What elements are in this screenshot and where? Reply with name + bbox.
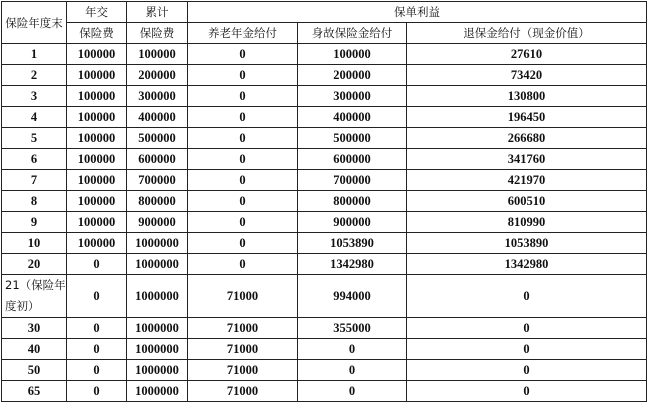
cell-pension: 71000 <box>188 339 298 360</box>
cell-surrender: 421970 <box>407 170 647 191</box>
cell-surrender: 266680 <box>407 128 647 149</box>
cell-death: 355000 <box>298 318 407 339</box>
cell-cumulative: 300000 <box>127 86 188 107</box>
table-row <box>2 149 647 170</box>
cell-pension: 0 <box>188 212 298 233</box>
cell-annual: 100000 <box>67 233 127 254</box>
cell-year: 10 <box>2 233 67 254</box>
cell-year: 2 <box>2 65 67 86</box>
cell-pension: 0 <box>188 44 298 65</box>
cell-pension: 0 <box>188 254 298 275</box>
cell-surrender: 27610 <box>407 44 647 65</box>
cell-cumulative: 500000 <box>127 128 188 149</box>
cell-cumulative: 1000000 <box>127 360 188 381</box>
cell-death: 600000 <box>298 149 407 170</box>
cell-pension: 71000 <box>188 360 298 381</box>
cell-annual: 100000 <box>67 128 127 149</box>
cell-year: 20 <box>2 254 67 275</box>
table-row <box>2 170 647 191</box>
cell-pension: 71000 <box>188 275 298 318</box>
table-row <box>2 86 647 107</box>
cell-year: 7 <box>2 170 67 191</box>
cell-death: 0 <box>298 381 407 402</box>
cell-surrender: 0 <box>407 339 647 360</box>
table-row <box>2 339 647 360</box>
cell-annual: 100000 <box>67 107 127 128</box>
cell-surrender: 0 <box>407 275 647 318</box>
cell-pension: 0 <box>188 107 298 128</box>
cell-year: 5 <box>2 128 67 149</box>
table-row <box>2 107 647 128</box>
cell-surrender: 130800 <box>407 86 647 107</box>
cell-annual: 100000 <box>67 44 127 65</box>
policy-benefits-table <box>1 1 647 402</box>
table-row <box>2 233 647 254</box>
cell-cumulative: 200000 <box>127 65 188 86</box>
cell-annual: 0 <box>67 339 127 360</box>
cell-year: 4 <box>2 107 67 128</box>
cell-surrender: 341760 <box>407 149 647 170</box>
cell-annual: 0 <box>67 360 127 381</box>
header-death: 身故保险金给付 <box>298 23 407 44</box>
cell-annual: 100000 <box>67 170 127 191</box>
cell-pension: 0 <box>188 65 298 86</box>
cell-pension: 0 <box>188 86 298 107</box>
cell-year: 30 <box>2 318 67 339</box>
cell-death: 800000 <box>298 191 407 212</box>
cell-cumulative: 1000000 <box>127 318 188 339</box>
cell-surrender: 1053890 <box>407 233 647 254</box>
header-benefits: 保单利益 <box>188 2 647 23</box>
cell-death: 1342980 <box>298 254 407 275</box>
cell-cumulative: 1000000 <box>127 381 188 402</box>
cell-death: 100000 <box>298 44 407 65</box>
cell-annual: 0 <box>67 318 127 339</box>
cell-death: 500000 <box>298 128 407 149</box>
cell-year: 1 <box>2 44 67 65</box>
header-year: 保险年度末 <box>2 2 67 44</box>
cell-cumulative: 700000 <box>127 170 188 191</box>
cell-annual: 100000 <box>67 65 127 86</box>
header-annual-premium-2: 保险费 <box>67 23 127 44</box>
cell-annual: 0 <box>67 381 127 402</box>
cell-death: 0 <box>298 360 407 381</box>
header-cumulative-premium-2: 保险费 <box>127 23 188 44</box>
cell-year: 40 <box>2 339 67 360</box>
cell-surrender: 810990 <box>407 212 647 233</box>
table-row <box>2 128 647 149</box>
cell-surrender: 73420 <box>407 65 647 86</box>
cell-annual: 0 <box>67 254 127 275</box>
cell-death: 0 <box>298 339 407 360</box>
cell-surrender: 196450 <box>407 107 647 128</box>
cell-death: 700000 <box>298 170 407 191</box>
cell-pension: 71000 <box>188 381 298 402</box>
cell-cumulative: 400000 <box>127 107 188 128</box>
header-pension: 养老年金给付 <box>188 23 298 44</box>
cell-cumulative: 600000 <box>127 149 188 170</box>
cell-death: 300000 <box>298 86 407 107</box>
cell-death: 900000 <box>298 212 407 233</box>
cell-year: 3 <box>2 86 67 107</box>
cell-annual: 100000 <box>67 149 127 170</box>
cell-annual: 100000 <box>67 191 127 212</box>
cell-cumulative: 1000000 <box>127 339 188 360</box>
cell-pension: 0 <box>188 233 298 254</box>
cell-cumulative: 1000000 <box>127 275 188 318</box>
cell-death: 200000 <box>298 65 407 86</box>
cell-cumulative: 900000 <box>127 212 188 233</box>
cell-death: 994000 <box>298 275 407 318</box>
cell-year: 6 <box>2 149 67 170</box>
table-row <box>2 254 647 275</box>
table-row <box>2 65 647 86</box>
cell-annual: 0 <box>67 275 127 318</box>
header-cumulative-premium-1: 累计 <box>127 2 188 23</box>
cell-cumulative: 800000 <box>127 191 188 212</box>
cell-pension: 71000 <box>188 318 298 339</box>
header-surrender: 退保金给付（现金价值） <box>407 23 647 44</box>
cell-pension: 0 <box>188 128 298 149</box>
cell-surrender: 0 <box>407 360 647 381</box>
cell-pension: 0 <box>188 149 298 170</box>
cell-annual: 100000 <box>67 86 127 107</box>
cell-cumulative: 1000000 <box>127 254 188 275</box>
cell-pension: 0 <box>188 191 298 212</box>
table-row <box>2 381 647 402</box>
cell-surrender: 1342980 <box>407 254 647 275</box>
cell-surrender: 0 <box>407 318 647 339</box>
cell-surrender: 0 <box>407 381 647 402</box>
cell-year: 8 <box>2 191 67 212</box>
cell-year: 21（保险年度初） <box>2 275 67 318</box>
cell-death: 400000 <box>298 107 407 128</box>
table-row <box>2 44 647 65</box>
cell-year: 9 <box>2 212 67 233</box>
cell-cumulative: 100000 <box>127 44 188 65</box>
table-row <box>2 275 647 318</box>
cell-surrender: 600510 <box>407 191 647 212</box>
cell-year: 50 <box>2 360 67 381</box>
cell-year: 65 <box>2 381 67 402</box>
cell-annual: 100000 <box>67 212 127 233</box>
table-row <box>2 318 647 339</box>
table-row <box>2 191 647 212</box>
table-row <box>2 212 647 233</box>
cell-cumulative: 1000000 <box>127 233 188 254</box>
cell-death: 1053890 <box>298 233 407 254</box>
table-row <box>2 360 647 381</box>
cell-pension: 0 <box>188 170 298 191</box>
header-annual-premium-1: 年交 <box>67 2 127 23</box>
